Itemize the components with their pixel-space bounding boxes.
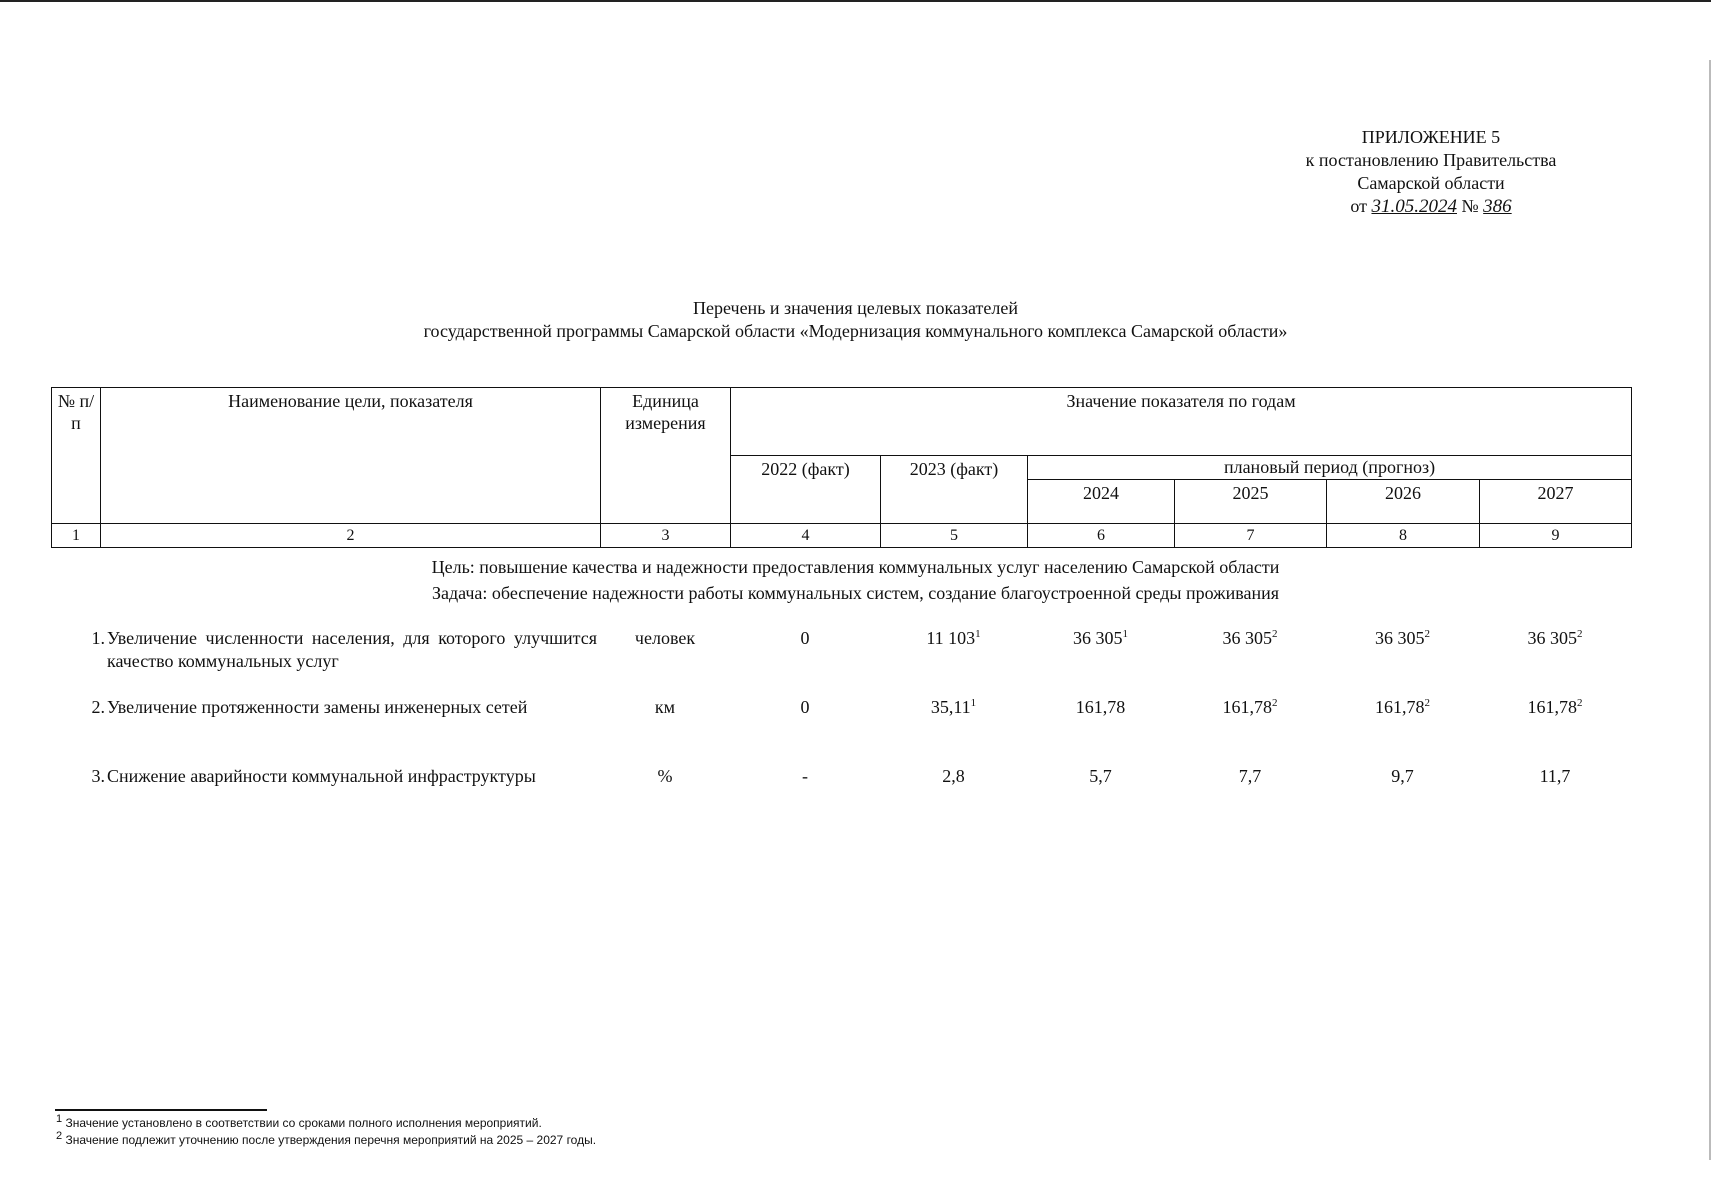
indicator-unit: человек — [634, 628, 696, 648]
page-top-border — [0, 0, 1711, 2]
col-number: 6 — [1028, 524, 1175, 548]
appendix-block — [1261, 126, 1601, 218]
value-2024: 161,78 — [1075, 697, 1126, 717]
row-number: 2. — [91, 697, 105, 717]
header-year-2025: 2025 — [1175, 480, 1327, 524]
value-2025: 7,7 — [1238, 766, 1262, 786]
header-2023: 2023 (факт) — [881, 456, 1028, 524]
title-line1: Перечень и значения целевых показателей — [692, 298, 1019, 318]
value-2024: 5,7 — [1089, 766, 1112, 786]
value-2022: 0 — [800, 697, 810, 717]
value-2027: 11,7 — [1539, 766, 1571, 786]
indicator-unit: км — [654, 697, 676, 717]
value-2022: 0 — [800, 628, 810, 648]
footnote-separator — [55, 1109, 267, 1111]
value-2025: 161,78$^2$ — [1222, 697, 1278, 717]
col-number: 7 — [1175, 524, 1327, 548]
header-2022: 2022 (факт) — [731, 456, 881, 524]
indicator-table-header — [51, 387, 1632, 548]
appendix-title: ПРИЛОЖЕНИЕ 5 — [1361, 127, 1501, 147]
row-number: 3. — [91, 766, 105, 786]
indicator-name: Снижение аварийности коммунальной инфраструктуры — [107, 766, 536, 786]
document-title — [0, 297, 1711, 343]
appendix-date-line — [1261, 195, 1601, 218]
indicator-name: Увеличение численности населения, для которого улучшится качество коммунальных услуг — [107, 628, 597, 671]
table-row — [51, 627, 1631, 677]
value-2027: 36 $305^2$ — [1527, 628, 1583, 648]
indicator-unit: % — [657, 766, 673, 786]
value-2027: 161,78$^2$ — [1527, 697, 1583, 717]
value-2026: 161,78$^2$ — [1375, 697, 1430, 717]
value-2023: 35,11$^1$ — [930, 697, 977, 717]
table-row — [51, 765, 1631, 815]
value-2023: 11 $103^1$ — [926, 628, 981, 648]
appendix-line3: Самарской области — [1357, 173, 1505, 193]
table-row — [51, 696, 1631, 746]
header-values: Значение показателя по годам — [731, 388, 1632, 456]
header-num: № п/п — [52, 388, 101, 524]
col-number: 1 — [52, 524, 101, 548]
date-prefix: от — [1350, 196, 1367, 216]
header-year-2026: 2026 — [1327, 480, 1480, 524]
footnotes — [56, 1115, 956, 1149]
value-2025: 36 $305^2$ — [1222, 628, 1278, 648]
indicator-name: Увеличение протяженности замены инженерных сетей — [107, 697, 528, 717]
value-2026: 9,7 — [1391, 766, 1414, 786]
header-year-2027: 2027 — [1480, 480, 1632, 524]
program-goal: Цель: повышение качества и надежности предоставления коммунальных услуг населению Самарской области — [431, 557, 1280, 577]
handwritten-number: 386 — [1483, 196, 1512, 217]
number-prefix: № — [1461, 196, 1479, 216]
col-number: 8 — [1327, 524, 1480, 548]
header-unit: Единица измерения — [601, 388, 731, 524]
appendix-line2: к постановлению Правительства — [1305, 150, 1557, 170]
program-task: Задача: обеспечение надежности работы коммунальных систем, создание благоустроенной среды проживания — [431, 583, 1280, 603]
col-number: 3 — [601, 524, 731, 548]
handwritten-date: 31.05.2024 — [1371, 196, 1457, 217]
col-number: 9 — [1480, 524, 1632, 548]
value-2022: - — [802, 766, 808, 786]
header-year-2024: 2024 — [1028, 480, 1175, 524]
value-2026: 36 $305^2$ — [1375, 628, 1430, 648]
footnote-2: $^2$ Значение подлежит уточнению после утверждения перечня мероприятий на 2025 – 2027 годы. — [56, 1130, 597, 1147]
col-number: 5 — [881, 524, 1028, 548]
value-2024: 36 $305^1$ — [1073, 628, 1128, 648]
col-number: 2 — [101, 524, 601, 548]
value-2023: 2,8 — [942, 766, 965, 786]
footnote-1: $^1$ Значение установлено в соответствии со сроками полного исполнения мероприятий. — [56, 1113, 542, 1130]
title-line2: государственной программы Самарской области «Модернизация коммунального комплекса Самарской области» — [423, 321, 1288, 341]
row-number: 1. — [91, 628, 105, 648]
col-number: 4 — [731, 524, 881, 548]
header-name: Наименование цели, показателя — [101, 388, 601, 524]
header-plan-period: плановый период (прогноз) — [1028, 456, 1632, 480]
